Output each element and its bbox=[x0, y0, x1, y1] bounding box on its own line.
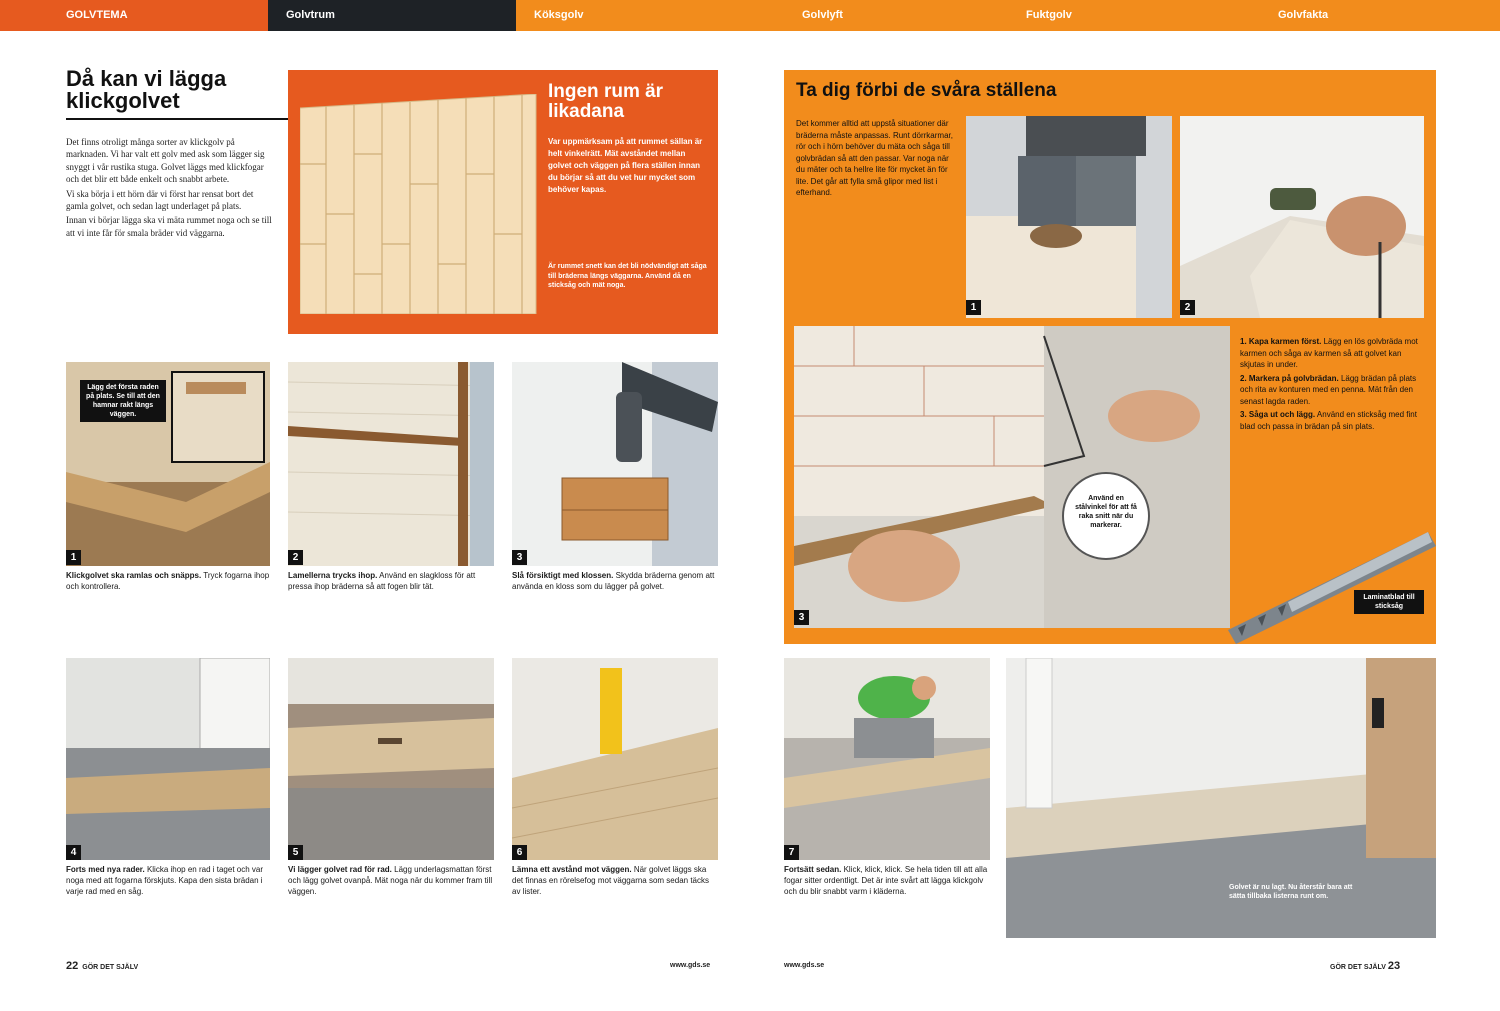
step-number: 6 bbox=[512, 845, 527, 860]
finished-floor-photo bbox=[1006, 658, 1436, 938]
tips-photo-2 bbox=[1180, 116, 1424, 318]
step-lead: Vi lägger golvet rad för rad. bbox=[288, 865, 392, 874]
page-headline: Då kan vi lägga klickgolvet bbox=[66, 68, 288, 120]
nav-tab-fuktgolv[interactable]: Fuktgolv bbox=[1026, 9, 1072, 21]
saw-blade-image bbox=[1228, 532, 1436, 644]
step-text: Skydda bräderna genom att använda en kloss som du lägger på golvet. bbox=[512, 571, 715, 591]
info-box bbox=[288, 70, 718, 334]
step-number: 1 bbox=[966, 300, 981, 315]
nav-tab-golvtema[interactable]: GOLVTEMA bbox=[0, 0, 268, 31]
step-number: 3 bbox=[512, 550, 527, 565]
step-lead: Forts med nya rader. bbox=[66, 865, 145, 874]
step-text: När golvet läggs ska det finnas en rörelsefog mot väggarna som sedan täcks av lister. bbox=[512, 865, 709, 896]
info-box-footnote: Är rummet snett kan det bli nödvändigt att såga till bräderna längs väggarna. Använd då en sticksåg och mät noga. bbox=[548, 263, 707, 289]
step-1-caption bbox=[66, 570, 270, 592]
step-number: 5 bbox=[288, 845, 303, 860]
step-7-photo bbox=[784, 658, 990, 860]
tips-step bbox=[1240, 336, 1428, 371]
step-text: Klick, klick, klick. Se hela tiden till att alla fogar sitter ordentligt. Det är inte svårt att lägga klickgolv och du blir snabbt varm i kläderna. bbox=[784, 865, 988, 896]
nav-tab-golvlyft[interactable]: Golvlyft bbox=[802, 9, 843, 21]
right-footer-web: www.gds.se bbox=[784, 962, 825, 969]
plank-diagram bbox=[300, 94, 540, 314]
tips-photo-3 bbox=[794, 326, 1230, 628]
nav-tab-koksgolv[interactable]: Köksgolv bbox=[534, 9, 584, 21]
step-lead: 2. Markera på golvbrädan. bbox=[1240, 373, 1339, 383]
step-text: Klicka ihop en rad i taget och var noga med att fogarna förskjuts. Kapa den sista brädan i varje rad med en såg. bbox=[66, 865, 264, 896]
right-footer bbox=[1330, 960, 1404, 972]
step-number: 1 bbox=[66, 550, 81, 565]
step-lead: 3. Såga ut och lägg. bbox=[1240, 410, 1316, 419]
photo-caption-overlay: Golvet är nu lagt. Nu återstår bara att sätta tillbaka listerna runt om. bbox=[1229, 884, 1353, 900]
tip-bubble: Använd en stålvinkel för att få raka snitt när du markerar. bbox=[1062, 472, 1150, 560]
magazine-name: GÖR DET SJÄLV bbox=[1330, 964, 1386, 971]
step-text: Lägg underlagsmattan först och lägg golvet ovanpå. Mät noga när du kommer fram till väggen. bbox=[288, 865, 493, 896]
intro-text bbox=[66, 136, 272, 241]
step-4-photo bbox=[66, 658, 270, 860]
left-footer-web: www.gds.se bbox=[670, 962, 711, 969]
magazine-name: GÖR DET SJÄLV bbox=[82, 964, 139, 971]
left-footer bbox=[66, 960, 138, 972]
nav-tab-golvfakta[interactable]: Golvfakta bbox=[1278, 9, 1329, 21]
step-number: 4 bbox=[66, 845, 81, 860]
step-2-caption bbox=[288, 570, 494, 592]
step-text: Använd en sticksåg med fint blad och passa in brädan på sin plats. bbox=[1240, 410, 1417, 431]
info-box-title: Ingen rum är likadana bbox=[548, 81, 664, 122]
tips-steps bbox=[1240, 336, 1428, 434]
step-5-photo bbox=[288, 658, 494, 860]
tips-step bbox=[1240, 409, 1428, 432]
page-number: 23 bbox=[1387, 960, 1401, 972]
intro-paragraph: Det finns otroligt många sorter av klickgolv på marknaden. Vi har valt ett golv med ask som lägger sig snyggt i vår rustika stuga. Golvet läggs med klickfogar och det blir ett både enkelt och snabbt arbete. bbox=[66, 137, 265, 185]
step-number: 2 bbox=[1180, 300, 1195, 315]
nav-tab-golvtrum[interactable]: Golvtrum bbox=[268, 0, 516, 31]
step-7-caption bbox=[784, 864, 990, 897]
tips-box-intro: Det kommer alltid att uppstå situationer där bräderna måste anpassas. Runt dörrkarmar, rör och i hörn behöver du mäta och såga till golvbrädan så att den passar. Var noga när du mäter och ta hellre lite för mycket än för lite. Det går att fylla små glipor med list i efterhand. bbox=[796, 119, 953, 197]
step-5-caption bbox=[288, 864, 494, 897]
step-lead: Lamellerna trycks ihop. bbox=[288, 571, 378, 580]
blade-label: Laminatblad till sticksåg bbox=[1354, 590, 1424, 614]
tips-photo-1 bbox=[966, 116, 1172, 318]
callout-label: Lägg det första raden på plats. Se till att den hamnar rakt längs väggen. bbox=[80, 380, 166, 422]
step-number: 2 bbox=[288, 550, 303, 565]
step-4-caption bbox=[66, 864, 270, 897]
step-3-photo bbox=[512, 362, 718, 566]
step-text: Tryck fogarna ihop och kontrollera. bbox=[66, 571, 270, 591]
step-2-photo bbox=[288, 362, 494, 566]
step-lead: Klickgolvet ska ramlas och snäpps. bbox=[66, 571, 202, 580]
tips-step bbox=[1240, 373, 1428, 408]
page-number: 22 bbox=[66, 960, 79, 972]
tips-box bbox=[784, 70, 1436, 644]
section-nav bbox=[0, 0, 1500, 31]
intro-paragraph: Innan vi börjar lägga ska vi mäta rummet noga och se till att vi inte får för smala bräder vid väggarna. bbox=[66, 215, 272, 238]
step-text: Lägg brädan på plats och rita av konturen med en penna. Mät från den senast lagda raden. bbox=[1240, 373, 1417, 406]
step-6-caption bbox=[512, 864, 718, 897]
step-3-caption bbox=[512, 570, 718, 592]
step-text: Lägg en lös golvbräda mot karmen och såga av karmen så att golvet kan skjutas in under. bbox=[1240, 337, 1418, 369]
tips-box-title: Ta dig förbi de svåra ställena bbox=[796, 80, 1057, 101]
step-lead: 1. Kapa karmen först. bbox=[1240, 337, 1322, 346]
step-6-photo bbox=[512, 658, 718, 860]
info-box-body: Var uppmärksam på att rummet sällan är helt vinkelrätt. Mät avståndet mellan golvet och väggen på flera ställen innan du börjar så att du vet hur mycket som behöver kapas. bbox=[548, 137, 703, 194]
intro-paragraph: Vi ska börja i ett hörn där vi först har rensat bort det gamla golvet, och sedan lagt underlaget på plats. bbox=[66, 188, 254, 212]
step-lead: Fortsätt sedan. bbox=[784, 865, 842, 874]
step-lead: Lämna ett avstånd mot väggen. bbox=[512, 865, 632, 874]
step-text: Använd en slagkloss för att pressa ihop bräderna så att fogen blir tät. bbox=[288, 571, 476, 591]
step-number: 3 bbox=[794, 610, 809, 625]
step-number: 7 bbox=[784, 845, 799, 860]
step-lead: Slå försiktigt med klossen. bbox=[512, 571, 614, 580]
